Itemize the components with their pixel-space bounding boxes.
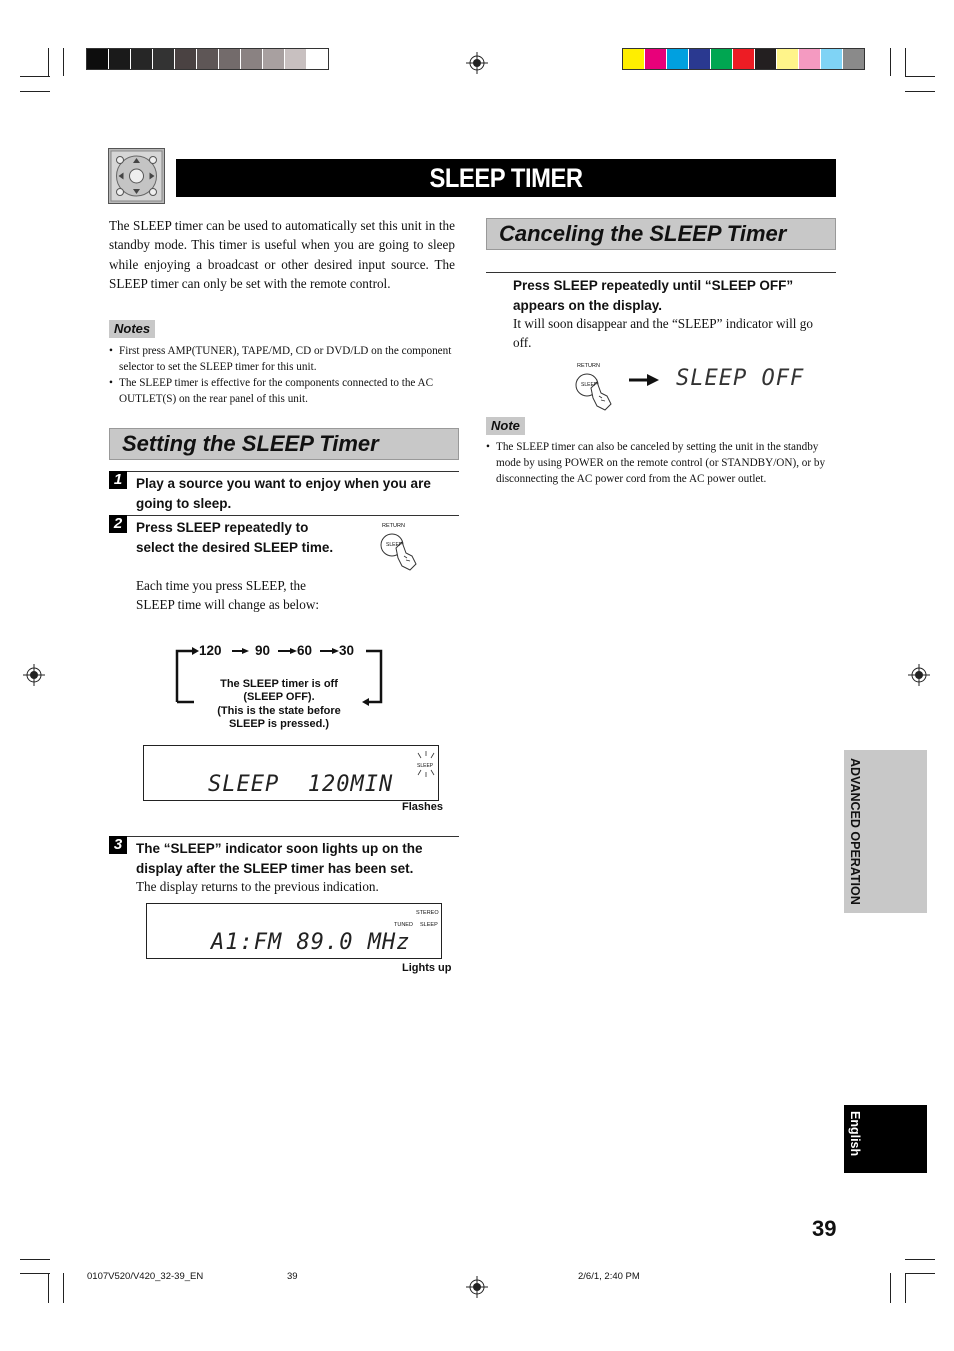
page-number: 39 — [812, 1216, 837, 1241]
divider — [109, 471, 459, 472]
gray-swatch — [175, 49, 197, 69]
color-swatch — [777, 49, 799, 69]
tuned-indicator: TUNED — [394, 922, 413, 928]
divider — [109, 515, 459, 516]
color-swatch — [799, 49, 821, 69]
color-swatch — [623, 49, 645, 69]
color-swatch — [755, 49, 777, 69]
color-swatch — [689, 49, 711, 69]
sleep-off-readout: SLEEP OFF — [676, 366, 805, 391]
sleep-button-illustration[interactable] — [376, 520, 422, 572]
notes-label: Notes — [109, 320, 155, 338]
registration-mark-icon — [23, 664, 45, 686]
lights-up-caption: Lights up — [402, 962, 452, 974]
return-label: RETURN — [577, 363, 600, 369]
notes-list — [109, 343, 459, 407]
sleep-indicator: SLEEP — [420, 922, 438, 928]
cycle-value: 60 — [297, 643, 313, 658]
cancel-step-text: Press SLEEP repeatedly until “SLEEP OFF” appears on the display. — [513, 278, 794, 313]
color-swatch — [711, 49, 733, 69]
step-number: 3 — [109, 836, 127, 854]
color-swatch — [645, 49, 667, 69]
step-number: 2 — [109, 515, 127, 533]
step1-text: Play a source you want to enjoy when you are going to sleep. — [136, 476, 431, 511]
display-readout: A1:FM 89.0 MHz — [211, 930, 411, 955]
display-panel-tuner — [146, 903, 442, 959]
color-swatch — [733, 49, 755, 69]
intro-paragraph: The SLEEP timer can be used to automatically set this unit in the standby mode. This timer is useful when you are going to sleep while enjoying a broadcast or other desired input source. The SLEEP timer can only be set with the remote control. — [109, 218, 455, 292]
gray-swatch — [197, 49, 219, 69]
color-swatch — [821, 49, 843, 69]
color-swatch — [667, 49, 689, 69]
gray-swatch — [131, 49, 153, 69]
notes-item: • The SLEEP timer is effective for the components connected to the AC OUTLET(S) on the rear panel of this unit. — [109, 375, 459, 407]
divider — [109, 836, 459, 837]
footer-page: 39 — [287, 1271, 298, 1282]
return-label: RETURN — [382, 523, 405, 529]
gray-swatch — [153, 49, 175, 69]
sleep-cycle-diagram — [174, 640, 384, 735]
display-readout: SLEEP 120MIN — [208, 772, 394, 797]
gray-swatch — [307, 49, 328, 69]
gray-swatch — [263, 49, 285, 69]
flashes-caption: Flashes — [402, 801, 443, 813]
sleep-indicator: SLEEP — [417, 763, 434, 769]
gray-swatch — [285, 49, 307, 69]
step3-text: The “SLEEP” indicator soon lights up on the display after the SLEEP timer has been set. — [136, 841, 423, 876]
cycle-value: 90 — [255, 643, 271, 658]
registration-mark-icon — [466, 1276, 488, 1298]
cancel-note-list — [486, 439, 831, 487]
step2-text: Press SLEEP repeatedly to select the desired SLEEP time. — [136, 520, 334, 555]
language-label: English — [848, 1111, 862, 1157]
sleep-key-label: SLEEP — [386, 542, 403, 548]
display-panel-sleep-120 — [143, 745, 439, 801]
stereo-indicator: STEREO — [416, 910, 439, 916]
gray-swatch — [109, 49, 131, 69]
sleep-off-caption — [194, 678, 364, 732]
remote-control-icon — [108, 148, 165, 204]
sleep-off-line: (SLEEP OFF). — [243, 691, 315, 704]
page-title-text: SLEEP TIMER — [429, 163, 583, 193]
registration-mark-icon — [908, 664, 930, 686]
registration-mark-icon — [466, 52, 488, 74]
notes-item: • First press AMP(TUNER), TAPE/MD, CD or DVD/LD on the component selector to set the SLEEP timer for this unit. — [109, 343, 459, 375]
advanced-operation-label: ADVANCED OPERATION — [848, 758, 862, 905]
gray-swatch — [219, 49, 241, 69]
step3-detail: The display returns to the previous indication. — [136, 879, 379, 894]
sleep-off-line: SLEEP is pressed.) — [228, 718, 330, 731]
cycle-value: 30 — [339, 643, 355, 658]
arrow-right-icon — [629, 373, 659, 387]
page-title — [176, 159, 836, 197]
note-item: • The SLEEP timer can also be canceled by setting the unit in the standby mode by using POWER on the remote control (or STANDBY/ON), or by disconnecting the AC power cord from the AC power outlet. — [486, 439, 831, 487]
divider — [486, 272, 836, 273]
gray-scale-strip — [86, 48, 329, 70]
note-label: Note — [486, 417, 525, 435]
footer-date: 2/6/1, 2:40 PM — [578, 1271, 640, 1282]
footer-file: 0107V520/V420_32-39_EN — [87, 1271, 204, 1282]
color-swatch — [843, 49, 864, 69]
cancel-step-detail: It will soon disappear and the “SLEEP” indicator will go off. — [513, 316, 813, 351]
cycle-value: 120 — [199, 643, 222, 658]
gray-swatch — [87, 49, 109, 69]
step2-detail: Each time you press SLEEP, the SLEEP time will change as below: — [136, 578, 320, 613]
color-strip — [622, 48, 865, 70]
sleep-key-label: SLEEP — [581, 382, 598, 388]
sleep-button-illustration[interactable] — [571, 360, 617, 412]
sleep-off-line: The SLEEP timer is off — [220, 678, 338, 690]
setting-sleep-timer-heading: Setting the SLEEP Timer — [109, 428, 459, 460]
step-number: 1 — [109, 471, 127, 489]
gray-swatch — [241, 49, 263, 69]
sleep-off-line: (This is the state before — [217, 704, 341, 717]
canceling-sleep-timer-heading: Canceling the SLEEP Timer — [486, 218, 836, 250]
